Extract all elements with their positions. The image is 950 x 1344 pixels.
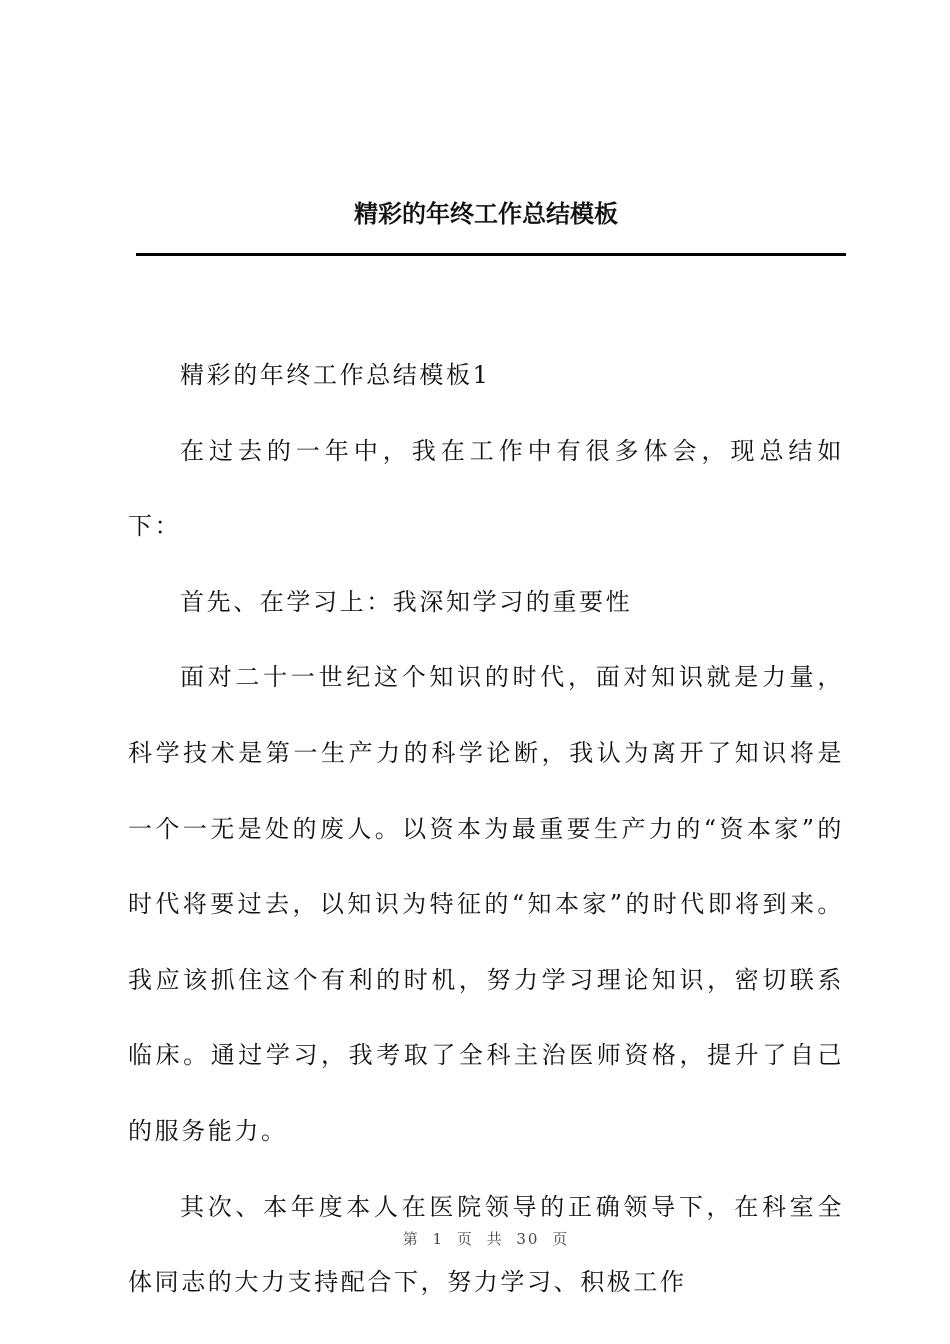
work-paragraph: 其次、本年度本人在医院领导的正确领导下，在科室全体同志的大力支持配合下，努力学习、积极工作: [128, 1192, 844, 1297]
intro-paragraph: 在过去的一年中，我在工作中有很多体会，现总结如下：: [128, 436, 844, 541]
study-paragraph: 面对二十一世纪这个知识的时代，面对知识就是力量，科学技术是第一生产力的科学论断，我认为离开了知识将是一个一无是处的废人。以资本为最重要生产力的“资本家”的时代将要过去，以知识为特征的“知本家”的时代即将到来。我应该抓住这个有利的时机，努力学习理论知识，密切联系临床。通过学习，我考取了全科主治医师资格，提升了自己的服务能力。: [128, 663, 844, 1145]
document-title: 精彩的年终工作总结模板: [354, 200, 618, 228]
page-number-footer: 第 1 页 共 30 页: [402, 1230, 570, 1248]
section-heading: 精彩的年终工作总结模板1: [180, 361, 491, 389]
document-body: [128, 338, 844, 1321]
study-heading: 首先、在学习上：我深知学习的重要性: [180, 587, 633, 616]
title-underline: [136, 253, 846, 256]
